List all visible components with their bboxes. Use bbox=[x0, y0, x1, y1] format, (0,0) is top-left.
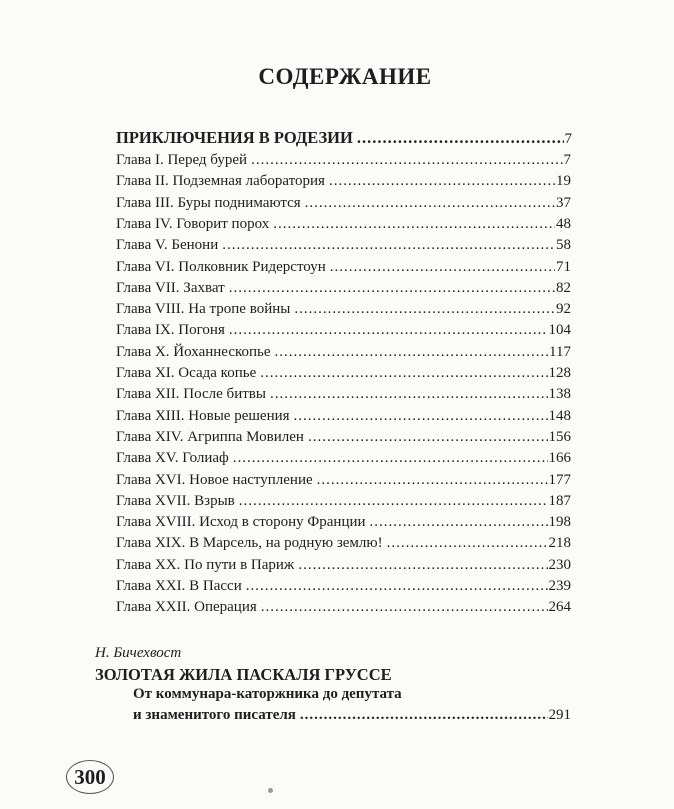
dot-leader bbox=[273, 216, 555, 233]
chapter-page: 138 bbox=[548, 386, 571, 403]
chapter-page: 218 bbox=[548, 535, 571, 552]
chapter-title: Глава V. Бенони bbox=[116, 237, 219, 254]
chapter-page: 48 bbox=[556, 215, 571, 232]
dot-leader bbox=[370, 514, 548, 531]
toc-chapter-entry bbox=[116, 557, 571, 574]
toc-chapter-entry bbox=[116, 514, 571, 531]
part-title: ПРИКЛЮЧЕНИЯ В РОДЕЗИИ bbox=[116, 128, 353, 147]
dot-leader bbox=[387, 535, 548, 552]
chapter-title: Глава XVI. Новое наступление bbox=[116, 471, 313, 488]
chapter-page: 128 bbox=[548, 365, 571, 381]
part-subtitle-line1: От коммунара-каторжника до депутата bbox=[133, 686, 402, 702]
toc-chapter-entry bbox=[116, 450, 571, 467]
dot-leader bbox=[330, 259, 555, 276]
dot-leader bbox=[329, 173, 555, 190]
toc-chapter-entry bbox=[116, 472, 571, 489]
chapter-page: 198 bbox=[548, 514, 571, 531]
page-number: 300 bbox=[66, 760, 114, 794]
dot-leader bbox=[270, 386, 548, 403]
chapter-page: 156 bbox=[548, 428, 571, 445]
chapter-page: 187 bbox=[548, 492, 571, 509]
author-name: Н. Бичехвост bbox=[95, 645, 182, 661]
chapter-page: 58 bbox=[556, 237, 571, 254]
chapter-page: 82 bbox=[556, 279, 571, 296]
dot-leader bbox=[275, 344, 549, 361]
dot-leader bbox=[260, 365, 547, 382]
toc-chapter-entry bbox=[116, 237, 571, 254]
toc-chapter-entry bbox=[116, 322, 571, 339]
chapter-title: Глава XII. После битвы bbox=[116, 386, 266, 403]
chapter-page: 19 bbox=[556, 173, 571, 190]
toc-part-heading bbox=[116, 128, 572, 148]
chapter-page: 230 bbox=[548, 556, 571, 573]
toc-chapter-entry bbox=[116, 280, 571, 297]
chapter-page: 37 bbox=[556, 194, 571, 211]
dot-leader bbox=[229, 280, 555, 297]
chapter-title: Глава IV. Говорит порох bbox=[116, 215, 270, 232]
page-title: СОДЕРЖАНИЕ bbox=[258, 64, 432, 89]
toc-chapter-entry bbox=[116, 386, 571, 403]
chapter-title: Глава II. Подземная лаборатория bbox=[116, 173, 325, 190]
toc-chapter-entry bbox=[116, 173, 571, 190]
dot-leader bbox=[357, 128, 564, 148]
chapter-title: Глава XIII. Новые решения bbox=[116, 407, 290, 424]
chapter-page: 104 bbox=[548, 322, 571, 339]
chapter-page: 166 bbox=[548, 450, 571, 467]
toc-chapter-entry bbox=[116, 152, 571, 169]
chapter-title: Глава III. Буры поднимаются bbox=[116, 194, 301, 211]
chapter-title: Глава X. Йоханнескопье bbox=[116, 343, 271, 360]
chapter-title: Глава IX. Погоня bbox=[116, 322, 225, 339]
part-title: ЗОЛОТАЯ ЖИЛА ПАСКАЛЯ ГРУССЕ bbox=[95, 665, 392, 684]
chapter-title: Глава XX. По пути в Париж bbox=[116, 556, 295, 573]
toc-entry bbox=[133, 707, 571, 724]
toc-chapter-entry bbox=[116, 493, 571, 510]
chapter-title: Глава XXI. В Пасси bbox=[116, 578, 242, 594]
toc-chapter-entry bbox=[116, 301, 571, 318]
part-subtitle-line2: и знаменитого писателя bbox=[133, 707, 296, 723]
dot-leader bbox=[246, 578, 548, 595]
dot-leader bbox=[222, 237, 555, 254]
chapter-title: Глава I. Перед бурей bbox=[116, 152, 248, 168]
chapter-page: 148 bbox=[548, 407, 571, 424]
chapter-title: Глава XVII. Взрыв bbox=[116, 492, 235, 509]
chapter-page: 239 bbox=[548, 578, 571, 594]
chapter-title: Глава VII. Захват bbox=[116, 279, 225, 296]
dot-leader bbox=[317, 472, 548, 489]
dot-leader bbox=[300, 707, 548, 724]
dot-leader bbox=[229, 322, 548, 339]
toc-chapter-entry bbox=[116, 216, 571, 233]
dot-leader bbox=[308, 429, 548, 446]
toc-chapter-entry bbox=[116, 408, 571, 425]
dot-leader bbox=[251, 152, 562, 169]
part-page: 7 bbox=[564, 131, 572, 147]
dot-leader bbox=[305, 195, 555, 212]
chapter-title: Глава XIV. Агриппа Мовилен bbox=[116, 428, 304, 445]
dot-leader bbox=[294, 301, 555, 318]
dot-leader bbox=[294, 408, 548, 425]
chapter-title: Глава XI. Осада копье bbox=[116, 365, 257, 381]
dot-leader bbox=[239, 493, 548, 510]
chapter-title: Глава VI. Полковник Ридерстоун bbox=[116, 258, 326, 275]
toc-chapter-entry bbox=[116, 195, 571, 212]
chapter-page: 264 bbox=[548, 599, 571, 616]
chapter-title: Глава VIII. На тропе войны bbox=[116, 301, 291, 318]
chapter-page: 7 bbox=[563, 152, 571, 168]
toc-chapter-entry bbox=[116, 365, 571, 382]
scan-speck bbox=[268, 788, 273, 793]
dot-leader bbox=[233, 450, 548, 467]
toc-chapter-entry bbox=[116, 535, 571, 552]
chapter-title: Глава XV. Голиаф bbox=[116, 450, 229, 467]
chapter-page: 177 bbox=[548, 471, 571, 488]
toc-chapter-entry bbox=[116, 429, 571, 446]
toc-chapter-entry bbox=[116, 344, 571, 361]
toc-chapter-entry bbox=[116, 599, 571, 616]
chapter-page: 71 bbox=[556, 258, 571, 275]
chapter-page: 92 bbox=[556, 301, 571, 318]
chapter-page: 117 bbox=[549, 343, 571, 360]
toc-chapter-entry bbox=[116, 259, 571, 276]
entry-page: 291 bbox=[548, 707, 571, 723]
chapter-title: Глава XXII. Операция bbox=[116, 599, 257, 616]
dot-leader bbox=[261, 599, 548, 616]
chapter-title: Глава XIX. В Марсель, на родную землю! bbox=[116, 535, 383, 552]
dot-leader bbox=[298, 557, 547, 574]
chapter-title: Глава XVIII. Исход в сторону Франции bbox=[116, 514, 366, 531]
toc-chapter-entry bbox=[116, 578, 571, 595]
